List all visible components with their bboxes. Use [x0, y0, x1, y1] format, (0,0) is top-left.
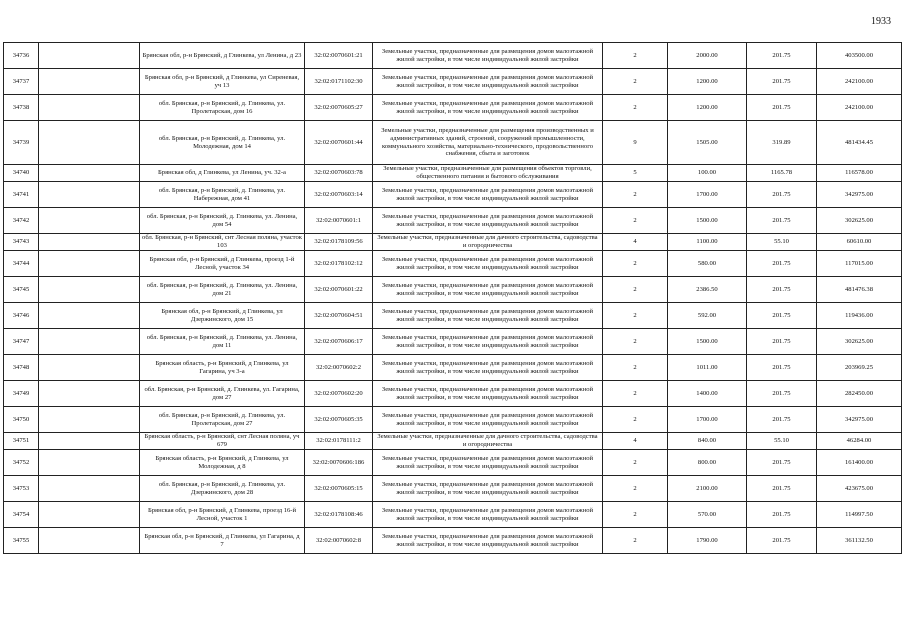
table-row	[4, 502, 902, 528]
cell-id: 34746	[4, 303, 39, 329]
cell-cadastral-value: 481434.45	[817, 121, 902, 165]
cell-cadastral-number: 32:02:0070606:186	[305, 450, 373, 476]
cell-cadastral-value: 116578.00	[817, 165, 902, 182]
cell-area: 1700.00	[668, 407, 747, 433]
cell-empty	[39, 208, 140, 234]
cell-id: 34740	[4, 165, 39, 182]
cell-land-use: Земельные участки, предназначенные для размещения домов малоэтажной жилой застройки, в том числе индивидуальной жилой застройки	[373, 381, 603, 407]
cell-land-use: Земельные участки, предназначенные для размещения домов малоэтажной жилой застройки, в том числе индивидуальной жилой застройки	[373, 277, 603, 303]
cell-specific-value: 319.89	[747, 121, 817, 165]
cell-cadastral-value: 403500.00	[817, 43, 902, 69]
cell-area: 1500.00	[668, 329, 747, 355]
cell-land-use: Земельные участки, предназначенные для размещения домов малоэтажной жилой застройки, в том числе индивидуальной жилой застройки	[373, 251, 603, 277]
cell-cadastral-value: 342975.00	[817, 407, 902, 433]
cell-empty	[39, 277, 140, 303]
cell-empty	[39, 476, 140, 502]
cell-address: обл. Брянская, р-н Брянский, д. Глинкева, ул. Пролетарская, дом 16	[140, 95, 305, 121]
cell-id: 34744	[4, 251, 39, 277]
cell-area: 1790.00	[668, 528, 747, 554]
table-row	[4, 381, 902, 407]
cell-area: 1505.00	[668, 121, 747, 165]
cell-cadastral-number: 32:02:0070605:35	[305, 407, 373, 433]
cell-land-use: Земельные участки, предназначенные для размещения домов малоэтажной жилой застройки, в том числе индивидуальной жилой застройки	[373, 329, 603, 355]
cell-cadastral-number: 32:02:0070602:20	[305, 381, 373, 407]
cell-address: Брянская обл, д Глинкева, ул Ленина, уч. 32-а	[140, 165, 305, 182]
cell-area: 580.00	[668, 251, 747, 277]
cell-cadastral-value: 46284.00	[817, 433, 902, 450]
cell-empty	[39, 528, 140, 554]
page-number: 1933	[871, 16, 891, 27]
cell-area: 1200.00	[668, 95, 747, 121]
cell-address: обл. Брянская, р-н Брянский, д. Глинкева, ул. Пролетарская, дом 27	[140, 407, 305, 433]
table-row	[4, 69, 902, 95]
cell-specific-value: 201.75	[747, 303, 817, 329]
cell-empty	[39, 433, 140, 450]
cell-land-use: Земельные участки, предназначенные для размещения домов малоэтажной жилой застройки, в том числе индивидуальной жилой застройки	[373, 528, 603, 554]
cell-use-group: 4	[603, 433, 668, 450]
table-row	[4, 121, 902, 165]
cell-use-group: 2	[603, 95, 668, 121]
cell-cadastral-value: 161400.00	[817, 450, 902, 476]
table-row	[4, 234, 902, 251]
cell-empty	[39, 355, 140, 381]
cell-land-use: Земельные участки, предназначенные для размещения домов малоэтажной жилой застройки, в том числе индивидуальной жилой застройки	[373, 208, 603, 234]
cell-specific-value: 201.75	[747, 208, 817, 234]
cell-cadastral-number: 32:02:0070601:44	[305, 121, 373, 165]
cell-cadastral-number: 32:02:0070601:22	[305, 277, 373, 303]
cell-specific-value: 201.75	[747, 476, 817, 502]
cell-cadastral-number: 32:02:0070601:1	[305, 208, 373, 234]
cell-land-use: Земельные участки, предназначенные для размещения домов малоэтажной жилой застройки, в том числе индивидуальной жилой застройки	[373, 69, 603, 95]
cell-use-group: 2	[603, 355, 668, 381]
cell-empty	[39, 303, 140, 329]
cell-specific-value: 201.75	[747, 182, 817, 208]
cell-land-use: Земельные участки, предназначенные для размещения объектов торговли, общественного питания и бытового обслуживания	[373, 165, 603, 182]
cell-address: Брянская область, р-н Брянский, снт Лесная поляна, уч 679	[140, 433, 305, 450]
cell-id: 34751	[4, 433, 39, 450]
cell-cadastral-value: 302625.00	[817, 329, 902, 355]
cell-specific-value: 1165.78	[747, 165, 817, 182]
cell-use-group: 2	[603, 407, 668, 433]
cell-specific-value: 201.75	[747, 528, 817, 554]
cell-id: 34741	[4, 182, 39, 208]
cell-cadastral-value: 242100.00	[817, 69, 902, 95]
cell-area: 2000.00	[668, 43, 747, 69]
cell-cadastral-value: 114997.50	[817, 502, 902, 528]
cell-address: Брянская обл, р-н Брянский, д Глинкева, проезд 1-й Лесной, участок 34	[140, 251, 305, 277]
table-row	[4, 476, 902, 502]
cell-cadastral-number: 32:02:0070606:17	[305, 329, 373, 355]
cell-cadastral-value: 423675.00	[817, 476, 902, 502]
cell-specific-value: 201.75	[747, 502, 817, 528]
table-row	[4, 303, 902, 329]
cell-address: обл. Брянская, р-н Брянский, д. Глинкева, ул. Ленина, дом 54	[140, 208, 305, 234]
cell-land-use: Земельные участки, предназначенные для размещения домов малоэтажной жилой застройки, в том числе индивидуальной жилой застройки	[373, 476, 603, 502]
cell-cadastral-number: 32:02:0178111:2	[305, 433, 373, 450]
table-body	[4, 43, 902, 554]
cell-use-group: 2	[603, 450, 668, 476]
cell-id: 34737	[4, 69, 39, 95]
table-row	[4, 450, 902, 476]
cell-area: 1500.00	[668, 208, 747, 234]
cell-address: Брянская область, р-н Брянский, д Глинкева, ул Гагарина, уч 3-а	[140, 355, 305, 381]
cell-cadastral-number: 32:02:0070605:27	[305, 95, 373, 121]
cell-land-use: Земельные участки, предназначенные для размещения домов малоэтажной жилой застройки, в том числе индивидуальной жилой застройки	[373, 182, 603, 208]
cell-id: 34748	[4, 355, 39, 381]
cell-area: 1011.00	[668, 355, 747, 381]
cell-address: обл. Брянская, р-н Брянский, д. Глинкева, ул. Ленина, дом 11	[140, 329, 305, 355]
table-row	[4, 208, 902, 234]
cell-land-use: Земельные участки, предназначенные для дачного строительства, садоводства и огородничества	[373, 234, 603, 251]
cell-id: 34752	[4, 450, 39, 476]
cell-use-group: 2	[603, 329, 668, 355]
cell-specific-value: 201.75	[747, 251, 817, 277]
cell-address: обл. Брянская, р-н Брянский, д. Глинкева, ул. Гагарина, дом 27	[140, 381, 305, 407]
table-row	[4, 43, 902, 69]
cell-area: 100.00	[668, 165, 747, 182]
cell-id: 34754	[4, 502, 39, 528]
table-row	[4, 528, 902, 554]
cell-empty	[39, 121, 140, 165]
cell-specific-value: 55.10	[747, 234, 817, 251]
table-row	[4, 355, 902, 381]
cell-empty	[39, 182, 140, 208]
cell-specific-value: 201.75	[747, 450, 817, 476]
cell-empty	[39, 165, 140, 182]
cell-use-group: 2	[603, 277, 668, 303]
cell-specific-value: 201.75	[747, 329, 817, 355]
cell-land-use: Земельные участки, предназначенные для размещения домов малоэтажной жилой застройки, в том числе индивидуальной жилой застройки	[373, 450, 603, 476]
cell-specific-value: 55.10	[747, 433, 817, 450]
cell-id: 34738	[4, 95, 39, 121]
cell-specific-value: 201.75	[747, 277, 817, 303]
cell-cadastral-number: 32:02:0070601:21	[305, 43, 373, 69]
cell-cadastral-value: 117015.00	[817, 251, 902, 277]
cell-specific-value: 201.75	[747, 69, 817, 95]
cell-id: 34753	[4, 476, 39, 502]
cell-empty	[39, 43, 140, 69]
cell-id: 34743	[4, 234, 39, 251]
cell-id: 34755	[4, 528, 39, 554]
cell-area: 800.00	[668, 450, 747, 476]
cell-specific-value: 201.75	[747, 43, 817, 69]
cell-cadastral-number: 32:02:0070603:14	[305, 182, 373, 208]
cell-specific-value: 201.75	[747, 381, 817, 407]
cell-cadastral-value: 361132.50	[817, 528, 902, 554]
cell-empty	[39, 502, 140, 528]
cell-area: 570.00	[668, 502, 747, 528]
cell-use-group: 4	[603, 234, 668, 251]
cell-use-group: 2	[603, 182, 668, 208]
cell-cadastral-value: 242100.00	[817, 95, 902, 121]
cell-use-group: 2	[603, 69, 668, 95]
table-row	[4, 251, 902, 277]
cell-use-group: 2	[603, 502, 668, 528]
cell-cadastral-value: 60610.00	[817, 234, 902, 251]
cadastral-value-table	[3, 42, 902, 554]
cell-cadastral-number: 32:02:0070605:15	[305, 476, 373, 502]
cell-cadastral-value: 203969.25	[817, 355, 902, 381]
table-row	[4, 277, 902, 303]
cell-address: Брянская обл, р-н Брянский, д Глинкева, проезд 16-й Лесной, участок 1	[140, 502, 305, 528]
cell-address: обл. Брянская, р-н Брянский, д. Глинкева, ул. Набережная, дом 41	[140, 182, 305, 208]
cell-id: 34739	[4, 121, 39, 165]
cell-empty	[39, 381, 140, 407]
cell-cadastral-number: 32:02:0178102:12	[305, 251, 373, 277]
cell-area: 1200.00	[668, 69, 747, 95]
cell-specific-value: 201.75	[747, 95, 817, 121]
cell-area: 2386.50	[668, 277, 747, 303]
cell-cadastral-value: 481476.38	[817, 277, 902, 303]
cell-address: обл. Брянская, р-н Брянский, д. Глинкева, ул. Ленина, дом 21	[140, 277, 305, 303]
cell-area: 840.00	[668, 433, 747, 450]
cell-cadastral-value: 302625.00	[817, 208, 902, 234]
cell-address: Брянская обл, р-н Брянский, д Глинкева, ул Ленина, д 23	[140, 43, 305, 69]
cell-land-use: Земельные участки, предназначенные для размещения домов малоэтажной жилой застройки, в том числе индивидуальной жилой застройки	[373, 355, 603, 381]
cell-area: 1700.00	[668, 182, 747, 208]
cell-cadastral-number: 32:02:0070604:51	[305, 303, 373, 329]
cell-use-group: 2	[603, 208, 668, 234]
cell-specific-value: 201.75	[747, 355, 817, 381]
cell-use-group: 2	[603, 251, 668, 277]
cell-cadastral-number: 32:02:0178109:56	[305, 234, 373, 251]
cell-cadastral-value: 282450.00	[817, 381, 902, 407]
cell-empty	[39, 69, 140, 95]
cell-land-use: Земельные участки, предназначенные для размещения домов малоэтажной жилой застройки, в том числе индивидуальной жилой застройки	[373, 303, 603, 329]
table-row	[4, 433, 902, 450]
cell-cadastral-number: 32:02:0178108:46	[305, 502, 373, 528]
cell-land-use: Земельные участки, предназначенные для размещения домов малоэтажной жилой застройки, в том числе индивидуальной жилой застройки	[373, 95, 603, 121]
table-row	[4, 95, 902, 121]
cell-cadastral-number: 32:02:0070602:2	[305, 355, 373, 381]
cell-empty	[39, 407, 140, 433]
cell-use-group: 2	[603, 43, 668, 69]
table-row	[4, 407, 902, 433]
cell-address: Брянская обл, р-н Брянский, д Глинкева, ул Сиреневая, уч 13	[140, 69, 305, 95]
cell-empty	[39, 251, 140, 277]
cell-address: Брянская обл, р-н Брянский, д Глинкева, ул Дзержинского, дом 15	[140, 303, 305, 329]
cell-land-use: Земельные участки, предназначенные для размещения производственных и административных зданий, строений, сооружений промышленности, коммунального хозяйства, материально-технического, продовольственного снабжения, сбыта и заготовок	[373, 121, 603, 165]
cell-id: 34749	[4, 381, 39, 407]
cell-address: Брянская обл, р-н Брянский, д Глинкева, ул Гагарина, д 7	[140, 528, 305, 554]
cell-use-group: 2	[603, 381, 668, 407]
cell-id: 34736	[4, 43, 39, 69]
cell-use-group: 2	[603, 303, 668, 329]
cell-address: обл. Брянская, р-н Брянский, д. Глинкева, ул. Дзержинского, дом 28	[140, 476, 305, 502]
table-row	[4, 329, 902, 355]
cell-id: 34750	[4, 407, 39, 433]
cell-area: 592.00	[668, 303, 747, 329]
cell-empty	[39, 95, 140, 121]
cell-empty	[39, 450, 140, 476]
cell-specific-value: 201.75	[747, 407, 817, 433]
cell-cadastral-value: 119436.00	[817, 303, 902, 329]
cell-id: 34745	[4, 277, 39, 303]
cell-empty	[39, 329, 140, 355]
cell-use-group: 9	[603, 121, 668, 165]
cell-use-group: 2	[603, 528, 668, 554]
cell-address: обл. Брянская, р-н Брянский, д. Глинкева, ул. Молодежная, дом 14	[140, 121, 305, 165]
cell-empty	[39, 234, 140, 251]
cell-address: Брянская область, р-н Брянский, д Глинкева, ул Молодежная, д 8	[140, 450, 305, 476]
cell-land-use: Земельные участки, предназначенные для размещения домов малоэтажной жилой застройки, в том числе индивидуальной жилой застройки	[373, 502, 603, 528]
cell-use-group: 2	[603, 476, 668, 502]
cell-cadastral-number: 32:02:0070602:8	[305, 528, 373, 554]
cell-address: обл. Брянская, р-н Брянский, снт Лесная поляна, участок 103	[140, 234, 305, 251]
cell-id: 34742	[4, 208, 39, 234]
cell-use-group: 5	[603, 165, 668, 182]
cell-land-use: Земельные участки, предназначенные для дачного строительства, садоводства и огородничества	[373, 433, 603, 450]
cell-cadastral-value: 342975.00	[817, 182, 902, 208]
table-row	[4, 182, 902, 208]
cell-area: 1100.00	[668, 234, 747, 251]
cell-land-use: Земельные участки, предназначенные для размещения домов малоэтажной жилой застройки, в том числе индивидуальной жилой застройки	[373, 407, 603, 433]
cell-cadastral-number: 32:02:0070603:78	[305, 165, 373, 182]
cell-area: 1400.00	[668, 381, 747, 407]
table-row	[4, 165, 902, 182]
cell-area: 2100.00	[668, 476, 747, 502]
cell-cadastral-number: 32:02:0171102:30	[305, 69, 373, 95]
cell-land-use: Земельные участки, предназначенные для размещения домов малоэтажной жилой застройки, в том числе индивидуальной жилой застройки	[373, 43, 603, 69]
cell-id: 34747	[4, 329, 39, 355]
